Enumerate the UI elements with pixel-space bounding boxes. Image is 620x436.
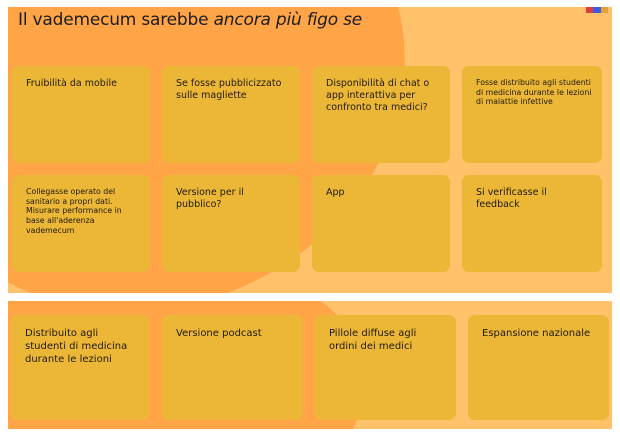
sticky-note-mobile[interactable]: Fruibilità da mobile: [12, 66, 150, 163]
whiteboard-frame-bottom: [8, 301, 612, 429]
sticky-note-tshirts[interactable]: Se fosse pubblicizzato sulle magliette: [162, 66, 300, 163]
sticky-note-performance-data[interactable]: Collegasse operato del sanitario a propri dati. Misurare performance in base all'aderenza vademecum: [12, 175, 150, 272]
board-heading: [18, 10, 362, 30]
heading-normal-text: Il vademecum sarebbe: [18, 10, 214, 30]
heading-emphasis-text: ancora più figo se: [213, 10, 363, 30]
sticky-note-medical-orders[interactable]: Pillole diffuse agli ordini dei medici: [315, 315, 456, 420]
sticky-note-public-version[interactable]: Versione per il pubblico?: [162, 175, 300, 272]
sticky-note-podcast[interactable]: Versione podcast: [162, 315, 303, 420]
sticky-note-students-lessons[interactable]: Distribuito agli studenti di medicina durante le lezioni: [11, 315, 149, 420]
whiteboard-frame-top: [8, 7, 612, 293]
sticky-note-national-expansion[interactable]: Espansione nazionale: [468, 315, 609, 420]
corner-logo-icon: [586, 7, 608, 13]
sticky-note-app[interactable]: App: [312, 175, 450, 272]
sticky-note-chat-app[interactable]: Disponibilità di chat o app interattiva per confronto tra medici?: [312, 66, 450, 163]
sticky-note-feedback[interactable]: Si verificasse il feedback: [462, 175, 602, 272]
sticky-note-students-infectious[interactable]: Fosse distribuito agli studenti di medicina durante le lezioni di malattie infettive: [462, 66, 602, 163]
